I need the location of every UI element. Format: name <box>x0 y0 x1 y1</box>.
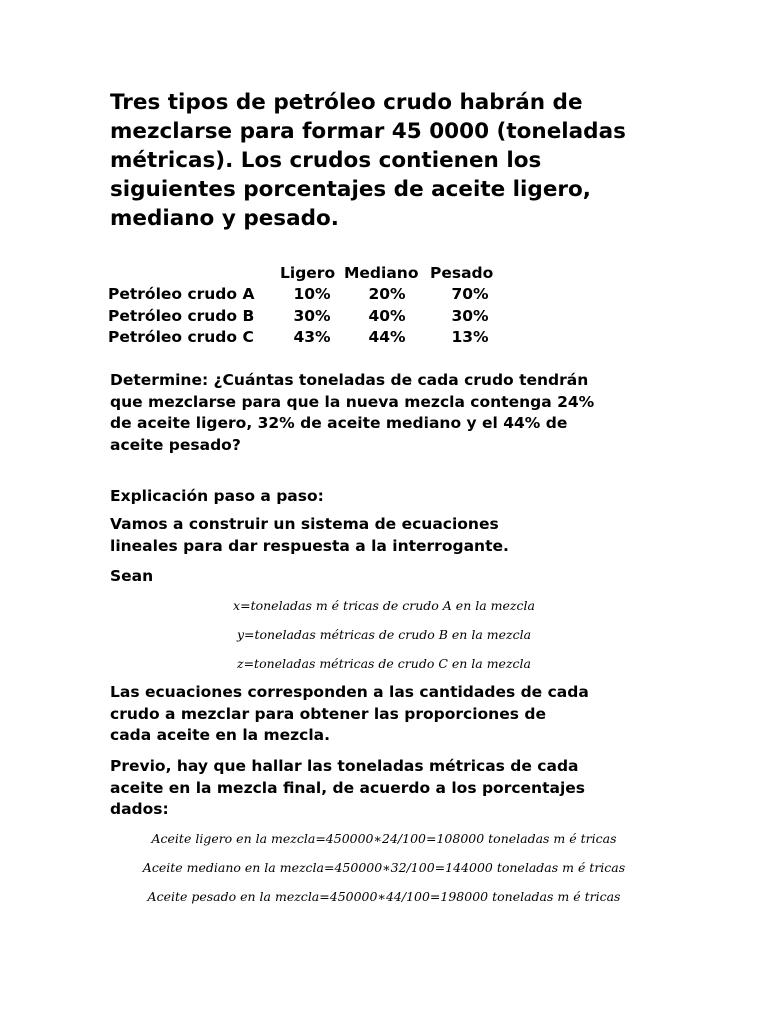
problem-statement <box>110 88 670 233</box>
question-line: Determine: ¿Cuántas toneladas de cada crudo tendrán <box>110 371 589 389</box>
cell-mediano: 44% <box>368 328 406 347</box>
previo-line: Previo, hay que hallar las toneladas métricas de cada <box>110 757 579 775</box>
sean-label: Sean <box>110 567 154 585</box>
equations-line: cada aceite en la mezcla. <box>110 726 331 745</box>
equations-line: crudo a mezclar para obtener las proporciones de <box>110 704 546 723</box>
previo-paragraph <box>110 756 585 821</box>
row-label: Petróleo crudo B <box>108 306 255 325</box>
cell-ligero: 43% <box>293 328 331 347</box>
question-paragraph <box>110 370 594 457</box>
cell-pesado: 70% <box>451 285 489 304</box>
definition-z: z=toneladas métricas de crudo C en la mezcla <box>236 656 531 671</box>
table-header-ligero: Ligero <box>280 263 336 282</box>
table-header-pesado: Pesado <box>430 263 494 282</box>
table-header-row <box>108 262 510 284</box>
percentage-table <box>108 262 510 348</box>
question-line: que mezclarse para que la nueva mezcla contenga 24% <box>110 392 595 411</box>
title-line: mediano y pesado. <box>110 206 339 231</box>
table-header-empty <box>108 262 280 284</box>
intro-paragraph <box>110 514 509 557</box>
row-label: Petróleo crudo A <box>108 285 255 304</box>
definition-y: y=toneladas métricas de crudo B en la mezcla <box>236 627 532 642</box>
cell-mediano: 20% <box>368 285 406 304</box>
equations-paragraph <box>110 682 589 747</box>
intro-line: lineales para dar respuesta a la interrogante. <box>110 536 509 555</box>
title-line: siguientes porcentajes de aceite ligero, <box>110 177 591 202</box>
cell-mediano: 40% <box>368 306 406 325</box>
question-line: de aceite ligero, 32% de aceite mediano y el 44% de <box>110 414 568 433</box>
explanation-heading: Explicación paso a paso: <box>110 487 324 505</box>
title-line: mezclarse para formar 45 0000 (toneladas <box>110 119 626 144</box>
definition-x: x=toneladas m é tricas de crudo A en la mezcla <box>233 598 535 613</box>
title-line: Tres tipos de petróleo crudo habrán de <box>110 90 583 115</box>
computation-mediano: Aceite mediano en la mezcla=450000∗32/100=144000 toneladas m é tricas <box>142 860 626 875</box>
previo-line: dados: <box>110 800 169 819</box>
table-row <box>108 284 510 306</box>
previo-line: aceite en la mezcla final, de acuerdo a los porcentajes <box>110 778 585 797</box>
table-header-mediano: Mediano <box>344 263 419 282</box>
cell-ligero: 10% <box>293 285 331 304</box>
question-line: aceite pesado? <box>110 436 241 455</box>
title-line: métricas). Los crudos contienen los <box>110 148 542 173</box>
computation-ligero: Aceite ligero en la mezcla=450000∗24/100=108000 toneladas m é tricas <box>151 831 617 846</box>
cell-pesado: 13% <box>451 328 489 347</box>
cell-ligero: 30% <box>293 306 331 325</box>
equations-line: Las ecuaciones corresponden a las cantidades de cada <box>110 683 589 701</box>
cell-pesado: 30% <box>451 306 489 325</box>
table-row <box>108 327 510 349</box>
intro-line: Vamos a construir un sistema de ecuaciones <box>110 515 499 533</box>
table-row <box>108 305 510 327</box>
computation-pesado: Aceite pesado en la mezcla=450000∗44/100=198000 toneladas m é tricas <box>147 889 621 904</box>
row-label: Petróleo crudo C <box>108 328 254 347</box>
